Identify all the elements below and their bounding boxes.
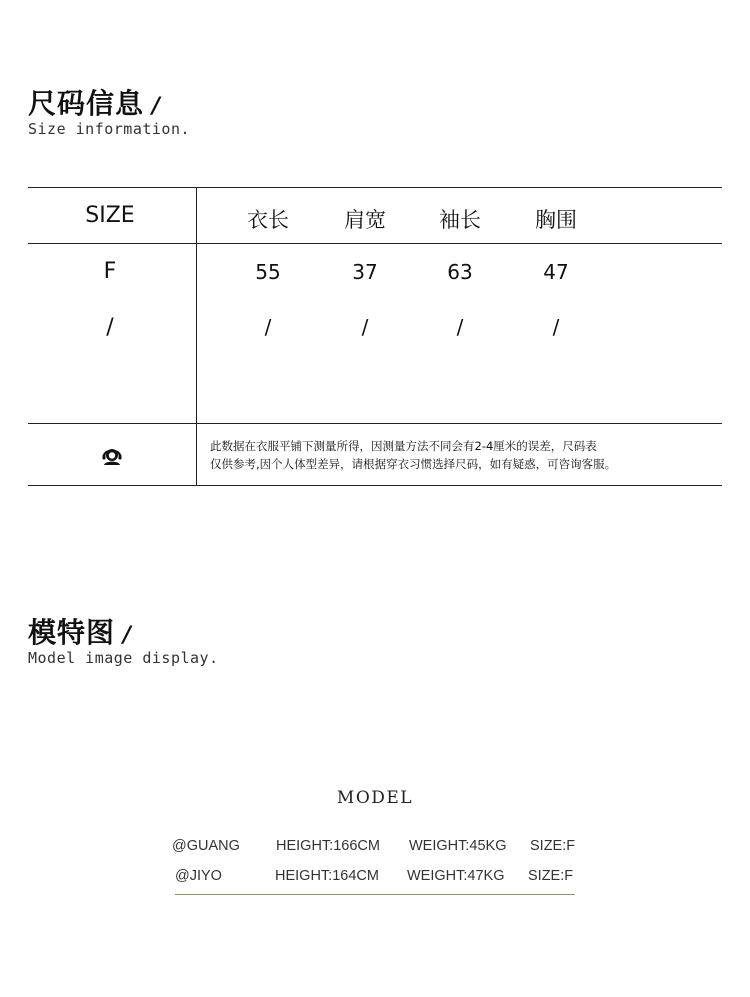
customer-service-icon [101, 444, 123, 466]
model-section-title [28, 611, 132, 651]
table-column-divider [196, 187, 197, 486]
model-weight: WEIGHT:47KG [407, 868, 505, 884]
row-value-cell: 37 [352, 260, 378, 284]
header-cell-chest: 胸围 [535, 208, 577, 232]
size-note-line-1: 此数据在衣服平铺下测量所得，因测量方法不同会有2-4厘米的误差，尺码表 [210, 439, 597, 453]
size-section-title-text: 尺码信息 [28, 87, 145, 120]
row-value-cell: 47 [543, 260, 569, 284]
size-section-slash: / [152, 94, 162, 119]
size-note-line-2: 仅供参考,因个人体型差异，请根据穿衣习惯选择尺码，如有疑惑，可咨询客服。 [210, 457, 617, 471]
model-name: @JIYO [175, 868, 222, 884]
row-size-cell: / [106, 315, 114, 340]
model-weight: WEIGHT:45KG [409, 838, 507, 854]
model-heading: MODEL [336, 788, 414, 808]
table-note-border [28, 423, 722, 424]
table-header-border [28, 243, 722, 244]
model-height: HEIGHT:166CM [276, 838, 380, 854]
model-section-slash: / [123, 623, 133, 648]
row-value-cell: / [264, 315, 272, 339]
model-size: SIZE:F [528, 868, 574, 884]
model-section-title-text: 模特图 [28, 616, 116, 649]
header-cell-sleeve: 袖长 [439, 208, 481, 232]
row-value-cell: 55 [255, 260, 281, 284]
size-header-cell: SIZE [85, 203, 135, 228]
row-value-cell: / [552, 315, 560, 339]
model-name: @GUANG [172, 838, 240, 854]
model-section-subtitle: Model image display. [28, 649, 219, 667]
row-size-cell: F [103, 259, 117, 284]
table-top-border [28, 187, 722, 188]
row-value-cell: 63 [447, 260, 473, 284]
model-height: HEIGHT:164CM [275, 868, 379, 884]
model-underline [175, 894, 575, 895]
header-cell-length: 衣长 [247, 208, 289, 232]
table-bottom-border [28, 485, 722, 486]
model-size: SIZE:F [530, 838, 576, 854]
row-value-cell: / [361, 315, 369, 339]
size-section-title [28, 82, 161, 122]
row-value-cell: / [456, 315, 464, 339]
size-section-subtitle: Size information. [28, 120, 191, 138]
header-cell-shoulder: 肩宽 [344, 208, 386, 232]
